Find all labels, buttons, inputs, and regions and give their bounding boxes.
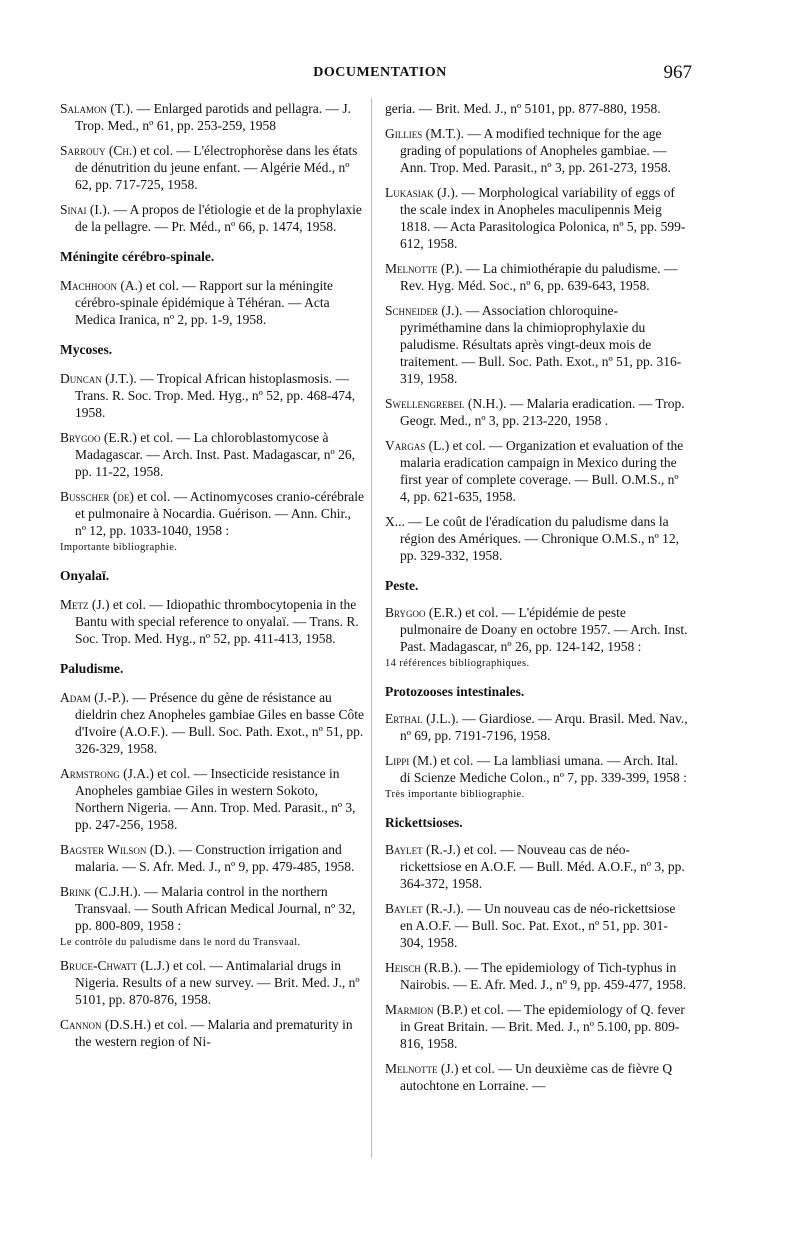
entry-author: Duncan (J.T.).: [60, 371, 137, 386]
bibliography-entry: [385, 1060, 690, 1094]
entry-text: — Tropical African histoplasmosis. — Trans. R. Soc. Trop. Med. Hyg., nº 52, pp. 468-474, 1958.: [75, 371, 356, 420]
entry-text: et col. — The epidemiology of Q. fever in Great Britain. — Brit. Med. J., nº 5.100, pp. 809-816, 1958.: [400, 1002, 685, 1051]
bibliography-entry: [60, 201, 365, 235]
page-number: 967: [663, 62, 692, 83]
bibliography-entry: [60, 765, 365, 833]
entry-text: et col. — Rapport sur la méningite cérébro-spinale épidémique à Téhéran. — Acta Medica Iranica, nº 2, pp. 1-9, 1958.: [75, 278, 333, 327]
column-divider: [371, 98, 372, 1158]
entry-author: Erthal (J.L.).: [385, 711, 459, 726]
entry-text: et col. — L'épidémie de peste pulmonaire de Doany en octobre 1957. — Arch. Inst. Past. Madagascar, nº 26, pp. 124-142, 1958 :: [400, 605, 688, 654]
entry-text: et col. — La chloroblastomycose à Madagascar. — Arch. Inst. Past. Madagascar, nº 26, pp. 11-22, 1958.: [75, 430, 355, 479]
section-heading: Paludisme.: [60, 661, 124, 676]
entry-author: Lukasiak (J.).: [385, 185, 459, 200]
section-heading: Rickettsioses.: [385, 815, 463, 830]
entry-text: et col. — Nouveau cas de néo-rickettsiose en A.O.F. — Bull. Méd. A.O.F., nº 3, pp. 364-372, 1958.: [400, 842, 685, 891]
bibliography-entry: [385, 752, 690, 786]
entry-author: Sinai (I.).: [60, 202, 111, 217]
entry-note: 14 références bibliographiques.: [385, 658, 530, 669]
entry-author: Melnotte (J.): [385, 1061, 459, 1076]
bibliography-entry: [60, 841, 365, 875]
entry-author: Vargas (L.): [385, 438, 450, 453]
left-column: [60, 100, 365, 1058]
entry-text: et col. — Un deuxième cas de fièvre Q autochtone en Lorraine. —: [400, 1061, 673, 1093]
bibliography-entry: [385, 437, 690, 505]
entry-author: Melnotte (P.).: [385, 261, 463, 276]
bibliography-entry: [385, 302, 690, 387]
bibliography-entry: [60, 689, 365, 757]
entry-author: Salamon (T.).: [60, 101, 134, 116]
entry-author: Heisch (R.B.).: [385, 960, 462, 975]
bibliography-entry: [385, 125, 690, 176]
entry-author: Baylet (R.-J.): [385, 842, 461, 857]
bibliography-entry: [60, 1016, 365, 1050]
section-heading: Mycoses.: [60, 342, 113, 357]
entry-author: Brygoo (E.R.): [60, 430, 137, 445]
entry-author: Schneider (J.).: [385, 303, 463, 318]
page-header: [60, 62, 700, 86]
entry-author: Swellengrebel (N.H.).: [385, 396, 507, 411]
entry-text: — Un nouveau cas de néo-rickettsiose en A.O.F. — Bull. Soc. Pat. Exot., nº 51, pp. 301-304, 1958.: [400, 901, 676, 950]
entry-author: Bruce-Chwatt (L.J.): [60, 958, 170, 973]
bibliography-entry: [385, 100, 690, 117]
entry-note: Importante bibliographie.: [60, 542, 178, 553]
entry-author: Lippi (M.): [385, 753, 437, 768]
entry-author: Machhoon (A.): [60, 278, 143, 293]
section-heading: Peste.: [385, 578, 419, 593]
entry-author: Sarrouy (Ch.): [60, 143, 137, 158]
entry-text: — Giardiose. — Arqu. Brasil. Med. Nav., nº 69, pp. 7191-7196, 1958.: [400, 711, 688, 743]
entry-author: Brygoo (E.R.): [385, 605, 462, 620]
bibliography-entry: [385, 604, 690, 655]
bibliography-entry: [60, 883, 365, 934]
entry-text: — Enlarged parotids and pellagra. — J. Trop. Med., nº 61, pp. 253-259, 1958: [75, 101, 351, 133]
bibliography-entry: [60, 429, 365, 480]
entry-author: Metz (J.): [60, 597, 110, 612]
entry-author: Gillies (M.T.).: [385, 126, 464, 141]
right-column: [385, 100, 690, 1102]
bibliography-entry: [385, 959, 690, 993]
bibliography-entry: [385, 184, 690, 252]
bibliography-entry: [60, 596, 365, 647]
bibliography-entry: [60, 100, 365, 134]
running-title: DOCUMENTATION: [313, 65, 447, 80]
entry-text: et col. — Actinomycoses cranio-cérébrale et pulmonaire à Nocardia. Guérison. — Ann. Chir., nº 12, pp. 1033-1040, 1958 :: [75, 489, 365, 538]
entry-text: — A modified technique for the age grading of populations of Anopheles gambiae. — Ann. Trop. Med. Parasit., nº 3, pp. 261-273, 1958.: [400, 126, 671, 175]
bibliography-entry: [60, 488, 365, 539]
entry-text: — Présence du gène de résistance au dieldrin chez Anopheles gambiae Giles en basse Côte d'Ivoire (A.O.F.). — Bull. Soc. Path. Exot., nº 51, pp. 326-329, 1958.: [75, 690, 365, 756]
entry-author: Busscher (de): [60, 489, 134, 504]
entry-text: — Le coût de l'éradication du paludisme dans la région des Amériques. — Chronique O.M.S., nº 12, pp. 329-332, 1958.: [400, 514, 680, 563]
entry-author: Brink (C.J.H.).: [60, 884, 141, 899]
bibliography-entry: [60, 277, 365, 328]
entry-text: — Morphological variability of eggs of the scale index in Anopheles maculipennis Meig 1818. — Acta Parasitologica Polonica, nº 5, pp. 599-612, 1958.: [400, 185, 686, 251]
entry-author: Marmion (B.P.): [385, 1002, 468, 1017]
entry-text: et col. — L'électrophorèse dans les états de dénutrition du jeune enfant. — Algérie Méd., nº 62, pp. 717-725, 1958.: [75, 143, 358, 192]
entry-text: et col. — Organization et evaluation of the malaria eradication campaign in Mexico during the first year of complete coverage. — Bull. O.M.S., nº 4, pp. 621-635, 1958.: [400, 438, 684, 504]
entry-author: X...: [385, 514, 405, 529]
section-heading: Onyalaï.: [60, 568, 110, 583]
bibliography-entry: [385, 260, 690, 294]
entry-author: Adam (J.-P.).: [60, 690, 130, 705]
entry-text: et col. — Idiopathic thrombocytopenia in the Bantu with special reference to onyalaï. — Trans. R. Soc. Trop. Med. Hyg., nº 52, pp. 411-413, 1958.: [75, 597, 359, 646]
bibliography-entry: [385, 395, 690, 429]
entry-text: — Malaria eradication. — Trop. Geogr. Med., nº 3, pp. 213-220, 1958 .: [400, 396, 685, 428]
entry-text: et col. — Insecticide resistance in Anopheles gambiae Giles in western Sokoto, Northern Nigeria. — Ann. Trop. Med. Parasit., nº 3, pp. 247-256, 1958.: [75, 766, 356, 832]
entry-text: — Construction irrigation and malaria. — S. Afr. Med. J., nº 9, pp. 479-485, 1958.: [75, 842, 355, 874]
entry-author: Bagster Wilson (D.).: [60, 842, 176, 857]
entry-text: et col. — Malaria and prematurity in the western region of Ni-: [75, 1017, 353, 1049]
entry-text: et col. — La lambliasi umana. — Arch. Ital. di Scienze Mediche Colon., nº 7, pp. 339-399, 1958 :: [400, 753, 687, 785]
entry-author: Baylet (R.-J.).: [385, 901, 464, 916]
entry-note: Très importante bibliographie.: [385, 789, 525, 800]
bibliography-entry: [60, 370, 365, 421]
bibliography-entry: [60, 142, 365, 193]
entry-text: — The epidemiology of Tich-typhus in Nairobis. — E. Afr. Med. J., nº 9, pp. 459-477, 1958.: [400, 960, 687, 992]
section-heading: Méningite cérébro-spinale.: [60, 249, 215, 264]
bibliography-entry: [385, 900, 690, 951]
entry-text: et col. — Antimalarial drugs in Nigeria. Results of a new survey. — Brit. Med. J., nº 5101, pp. 870-876, 1958.: [75, 958, 360, 1007]
bibliography-entry: [385, 1001, 690, 1052]
bibliography-entry: [385, 513, 690, 564]
entry-text: — Malaria control in the northern Transvaal. — South African Medical Journal, nº 32, pp. 800-809, 1958 :: [75, 884, 356, 933]
entry-author: Armstrong (J.A.): [60, 766, 154, 781]
entry-note: Le contrôle du paludisme dans le nord du Transvaal.: [60, 937, 301, 948]
entry-text: — La chimiothérapie du paludisme. — Rev. Hyg. Méd. Soc., nº 6, pp. 639-643, 1958.: [400, 261, 678, 293]
bibliography-entry: [385, 710, 690, 744]
section-heading: Protozooses intestinales.: [385, 684, 525, 699]
bibliography-entry: [385, 841, 690, 892]
entry-text: geria. — Brit. Med. J., nº 5101, pp. 877-880, 1958.: [385, 101, 661, 116]
entry-text: — Association chloroquine-pyriméthamine dans la chimioprophylaxie du paludisme. Résultats après vingt-deux mois de traitement. — Bull. Soc. Path. Exot., nº 51, pp. 316-319, 1958.: [400, 303, 682, 386]
entry-text: — A propos de l'étiologie et de la prophylaxie de la pellagre. — Pr. Méd., nº 66, p. 1474, 1958.: [75, 202, 362, 234]
entry-author: Cannon (D.S.H.): [60, 1017, 151, 1032]
bibliography-entry: [60, 957, 365, 1008]
